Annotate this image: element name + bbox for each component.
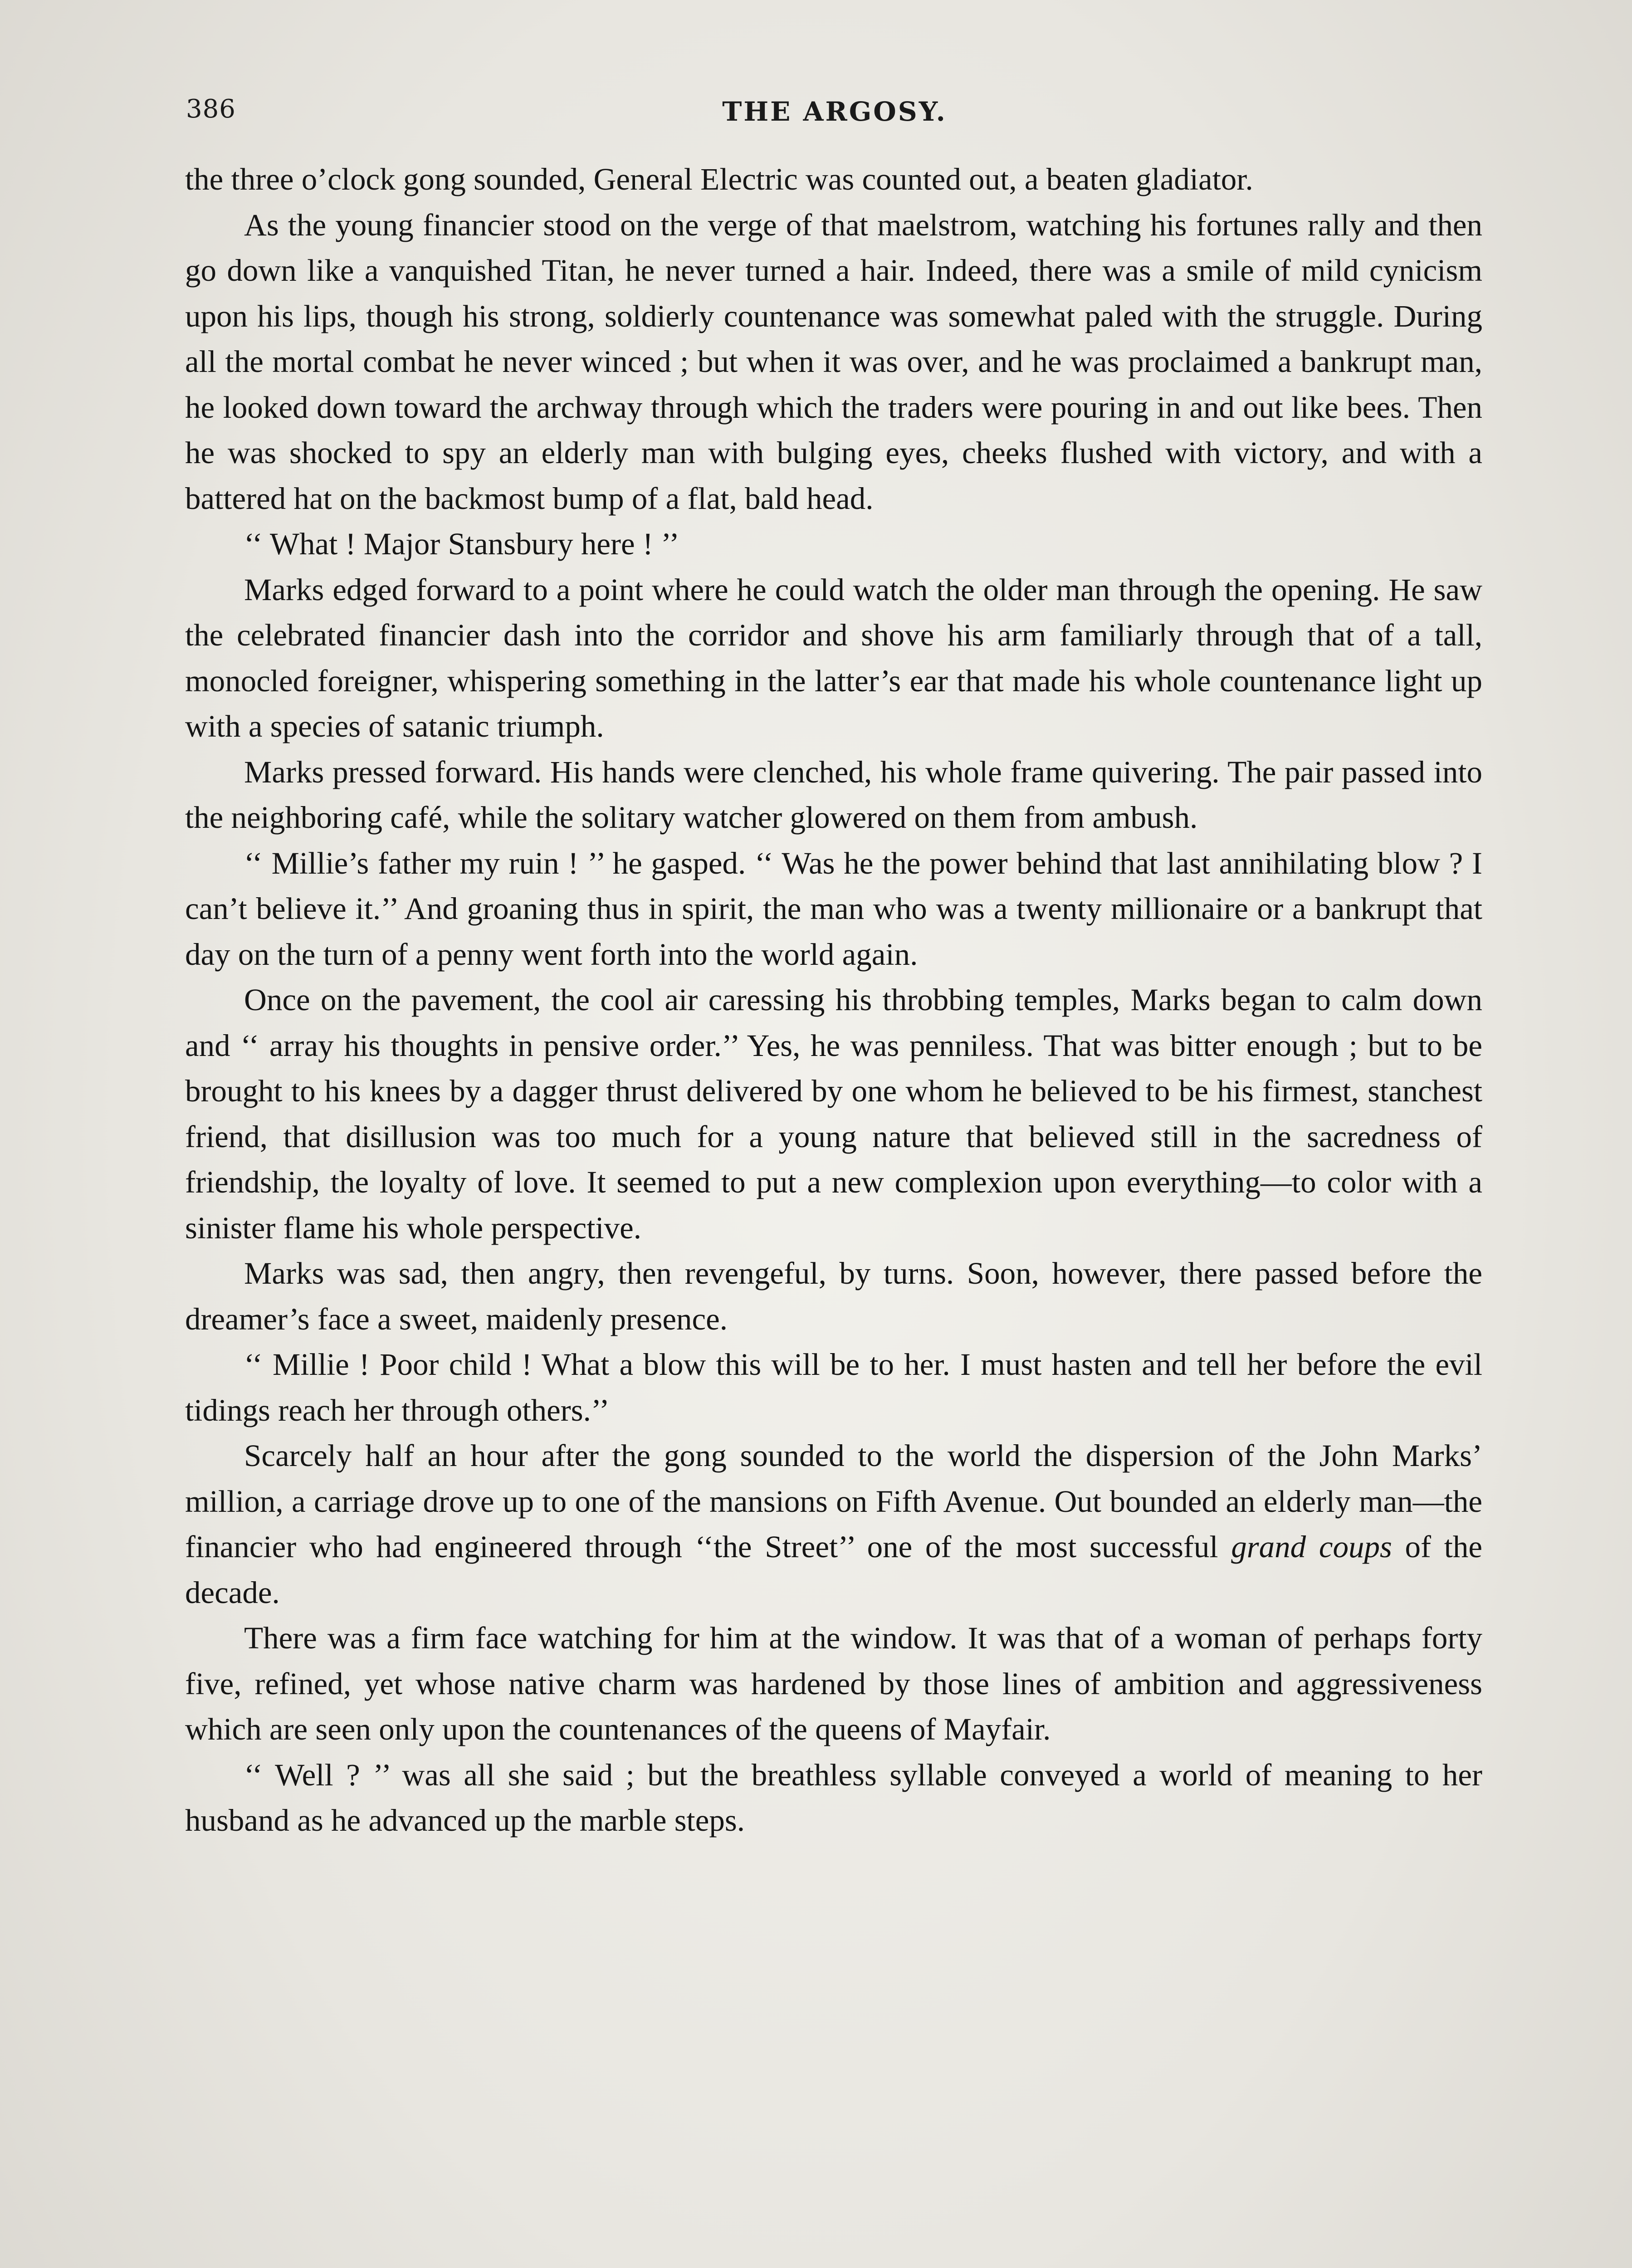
paragraph: Once on the pavement, the cool air caressing his throbbing temples, Marks began to calm down and ‘‘ array his thoughts in pensive order.’’ Yes, he was penniless. That was bitter enough ; but to be brought to his knees by a dagger thrust delivered by one whom he believed to be his firmest, stanchest friend, that disillusion was too much for a young nature that believed still in the sacredness of friendship, the loyalty of love. It seemed to put a new complexion upon everything—to color with a sinister flame his whole perspective. bbox=[185, 982, 1482, 1245]
paragraph: As the young financier stood on the verge of that maelstrom, watching his fortunes rally and then go down like a vanquished Titan, he never turned a hair. Indeed, there was a smile of mild cynicism upon his lips, though his strong, soldierly countenance was somewhat paled with the struggle. During all the mortal combat he never winced ; but when it was over, and he was proclaimed a bankrupt man, he looked down toward the archway through which the traders were pouring in and out like bees. Then he was shocked to spy an elderly man with bulging eyes, cheeks flushed with victory, and with a battered hat on the backmost bump of a flat, bald head. bbox=[185, 207, 1482, 516]
story-text bbox=[185, 156, 1482, 1843]
paragraph: Marks edged forward to a point where he could watch the older man through the opening. He saw the celebrated financier dash into the corridor and shove his arm familiarly through that of a tall, monocled foreigner, whispering something in the latter’s ear that made his whole countenance light up with a species of satanic triumph. bbox=[185, 572, 1482, 743]
paragraph: ‘‘ Well ? ’’ was all she said ; but the breathless syllable conveyed a world of meaning to her husband as he advanced up the marble steps. bbox=[185, 1757, 1482, 1838]
text-run: of the decade. bbox=[185, 1530, 1482, 1610]
paragraph: There was a firm face watching for him at the window. It was that of a woman of perhaps forty five, refined, yet whose native charm was hardened by those lines of ambition and aggressiveness which are seen only upon the countenances of the queens of Mayfair. bbox=[185, 1621, 1482, 1746]
paragraph-grand-coups bbox=[185, 1433, 1482, 1615]
paragraph-continued: the three o’clock gong sounded, General Electric was counted out, a beaten gladiator. bbox=[185, 162, 1253, 196]
italic-phrase: grand coups bbox=[1231, 1530, 1392, 1564]
paragraph: ‘‘ What ! Major Stansbury here ! ’’ bbox=[244, 527, 679, 561]
page-header bbox=[186, 94, 1483, 135]
running-title: THE ARGOSY. bbox=[722, 96, 947, 127]
paragraph: Marks pressed forward. His hands were clenched, his whole frame quivering. The pair passed into the neighboring café, while the solitary watcher glowered on them from ambush. bbox=[185, 754, 1482, 835]
text-run: Scarcely half an hour after the gong sounded to the world the dispersion of the John Marks’ million, a carriage drove up to one of the mansions on Fifth Avenue. Out bounded an elderly man—the financier who had engineered through ‘‘the Street’’ one of the most successful bbox=[185, 1438, 1482, 1564]
page-number: 386 bbox=[186, 94, 236, 124]
paragraph: Marks was sad, then angry, then revengeful, by turns. Soon, however, there passed before the dreamer’s face a sweet, maidenly presence. bbox=[185, 1256, 1482, 1336]
paragraph: ‘‘ Millie’s father my ruin ! ’’ he gasped. ‘‘ Was he the power behind that last annihilating blow ? I can’t believe it.’’ And groaning thus in spirit, the man who was a twenty millionaire or a bankrupt that day on the turn of a penny went forth into the world again. bbox=[185, 846, 1482, 972]
paragraph: ‘‘ Millie ! Poor child ! What a blow this will be to her. I must hasten and tell her before the evil tidings reach her through others.’’ bbox=[185, 1347, 1482, 1427]
